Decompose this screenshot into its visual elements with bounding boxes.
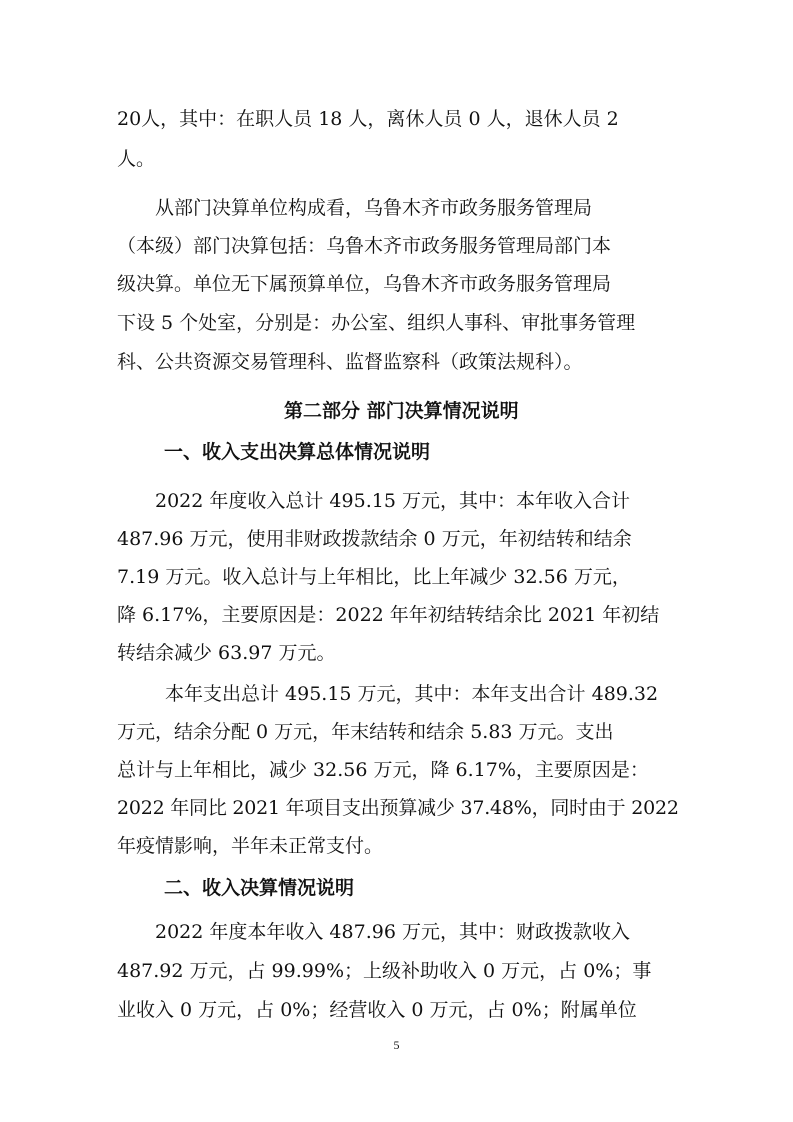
text-line: 人。 [117, 148, 156, 170]
text-line: （本级）部门决算包括：乌鲁木齐市政务服务管理局部门本 [117, 235, 612, 257]
text-line: 7.19 万元。收入总计与上年相比，比上年减少 32.56 万元， [117, 566, 631, 588]
text-line: 转结余减少 63.97 万元。 [117, 642, 336, 664]
text-line: 2022 年度本年收入 487.96 万元，其中：财政拨款收入 [155, 921, 630, 943]
text-line: 本年支出总计 495.15 万元，其中：本年支出合计 489.32 [165, 683, 659, 705]
section-title: 二、收入决算情况说明 [164, 877, 355, 899]
section-title: 一、收入支出决算总体情况说明 [164, 441, 431, 463]
text-line: 487.92 万元，占 99.99%；上级补助收入 0 万元，占 0%；事 [117, 960, 652, 982]
text-line: 年疫情影响，半年未正常支付。 [117, 835, 384, 857]
text-line: 级决算。单位无下属预算单位，乌鲁木齐市政务服务管理局 [117, 273, 612, 295]
text-line: 下设 5 个处室，分别是：办公室、组织人事科、审批事务管理 [117, 312, 636, 334]
text-line: 降 6.17%，主要原因是：2022 年年初结转结余比 2021 年初结 [117, 604, 660, 626]
text-line: 20人，其中：在职人员 18 人，离休人员 0 人，退休人员 2 [117, 108, 619, 130]
text-line: 487.96 万元，使用非财政拨款结余 0 万元，年初结转和结余 [117, 528, 632, 550]
page-number: 5 [393, 1038, 400, 1052]
text-line: 从部门决算单位构成看，乌鲁木齐市政务服务管理局 [155, 197, 593, 219]
text-line: 业收入 0 万元，占 0%；经营收入 0 万元，占 0%；附属单位 [117, 999, 637, 1021]
text-line: 总计与上年相比，减少 32.56 万元，降 6.17%，主要原因是： [117, 759, 649, 781]
text-line: 2022 年度收入总计 495.15 万元，其中：本年收入合计 [155, 490, 630, 512]
text-line: 科、公共资源交易管理科、监督监察科（政策法规科）。 [117, 351, 583, 373]
text-line: 万元，结余分配 0 万元，年末结转和结余 5.83 万元。支出 [117, 721, 614, 743]
part-title: 第二部分 部门决算情况说明 [284, 400, 519, 422]
text-line: 2022 年同比 2021 年项目支出预算减少 37.48%，同时由于 2022 [117, 797, 679, 819]
